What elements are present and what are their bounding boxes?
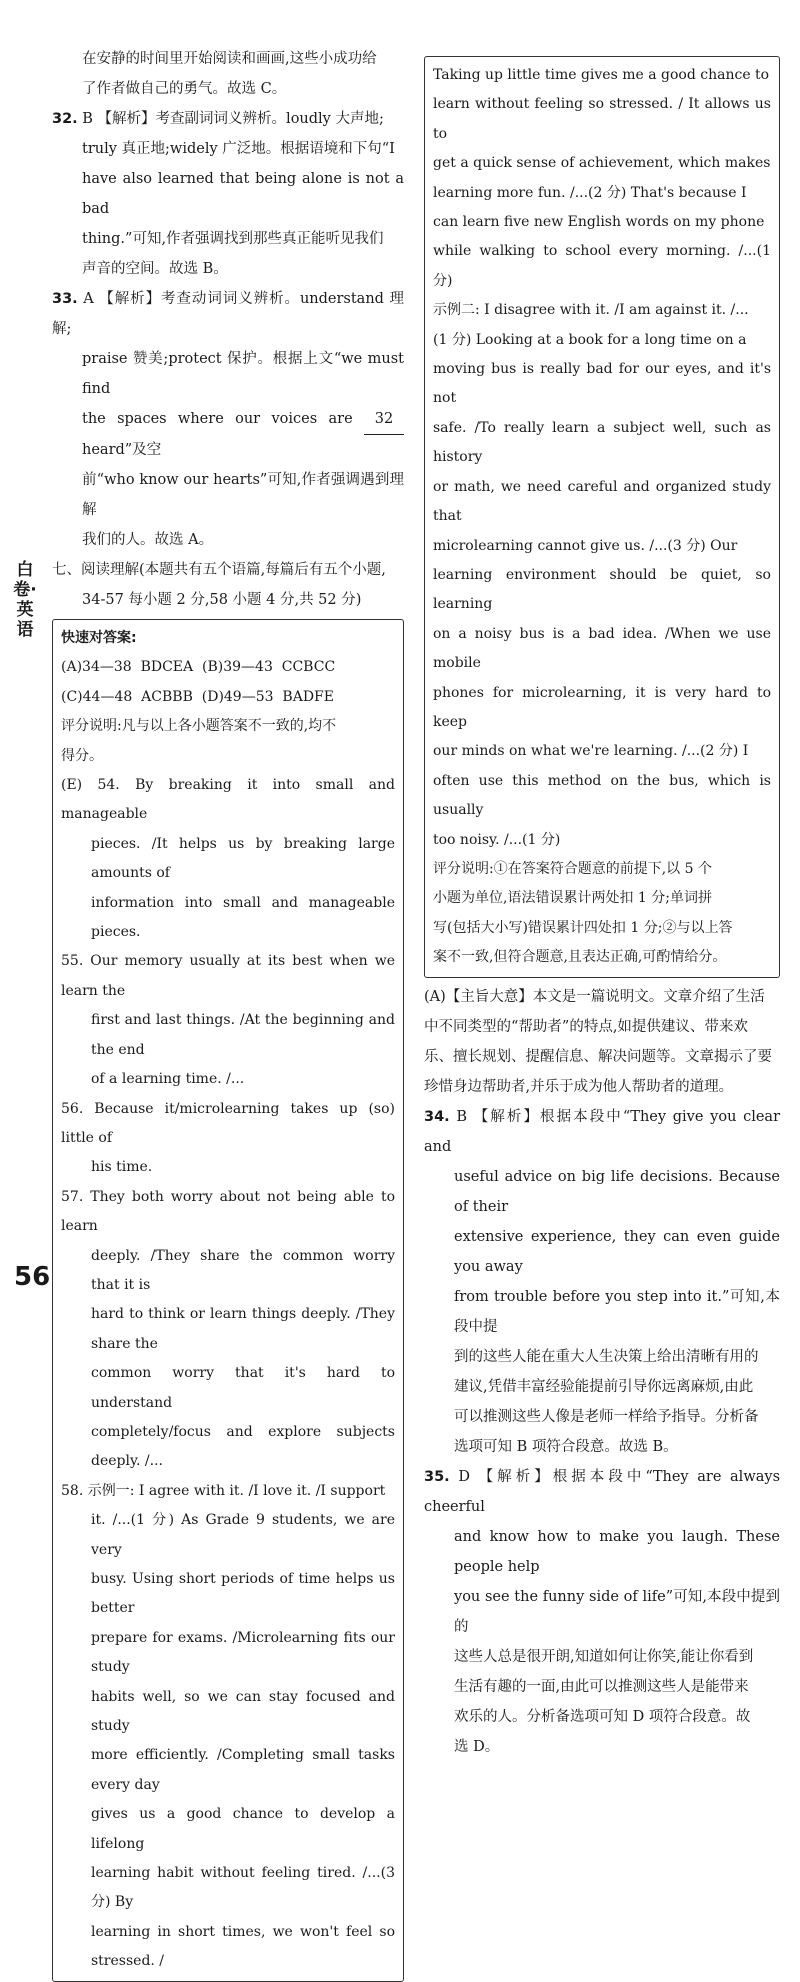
text-line: 57. They both worry about not being able to learn: [61, 1188, 395, 1235]
text-line: from trouble before you step into it.”可知,本段中提: [454, 1288, 780, 1335]
page-number: 56: [14, 1262, 51, 1292]
text-line: too noisy. /...(1 分): [433, 831, 561, 848]
answer-57: [61, 1183, 395, 1477]
answer-row: (C)44—48 ACBBB (D)49—53 BADFE: [61, 688, 334, 705]
text-line: 乐、擅长规划、提醒信息、解决问题等。文章揭示了要: [424, 1048, 772, 1065]
text-line: (E) 54. By breaking it into small and manageable: [61, 777, 395, 823]
section-7-heading: [52, 555, 404, 615]
text-line: 58. 示例一: I agree with it. /I love it. /I support: [61, 1482, 386, 1499]
answer-56: [61, 1095, 395, 1183]
answer-54: [61, 771, 395, 947]
scoring-note: 得分。: [61, 747, 103, 764]
text-line: his time.: [91, 1159, 153, 1176]
passage-a-summary: [424, 982, 780, 1102]
text-line: habits well, so we can stay focused and study: [91, 1688, 395, 1735]
text-line: 55. Our memory usually at its best when we learn the: [61, 953, 395, 999]
text-line: and know how to make you laugh. These people help: [454, 1528, 780, 1575]
text-line: useful advice on big life decisions. Because of their: [454, 1168, 780, 1215]
text-span: B 【解析】考查副词词义辨析。loudly 大声地;: [82, 111, 384, 127]
text-span: heard”及空: [82, 442, 162, 458]
text-span: A 【解析】考查动词词义辨析。understand 理解;: [52, 291, 404, 337]
text-line: learning habit without feeling tired. /...(3 分) By: [91, 1865, 395, 1911]
question-number: 33.: [52, 291, 78, 307]
text-line: 这些人总是很开朗,知道如何让你笑,能让你看到: [454, 1648, 754, 1665]
text-line: information into small and manageable pieces.: [91, 894, 395, 941]
text-line: 到的这些人能在重大人生决策上给出清晰有用的: [454, 1348, 759, 1365]
text-line: have also learned that being alone is not a bad: [82, 171, 404, 217]
answer-34: [424, 1102, 780, 1462]
text-line: 示例二: I disagree with it. /I am against it. /...: [433, 302, 749, 319]
scoring-note: 评分说明:凡与以上各小题答案不一致的,均不: [61, 718, 337, 735]
text-line: 选项可知 B 项符合段意。故选 B。: [454, 1438, 678, 1455]
text-span: the spaces where our voices are: [82, 411, 353, 427]
text-line: 我们的人。故选 A。: [82, 532, 214, 548]
text-line: 56. Because it/microlearning takes up (so) little of: [61, 1100, 395, 1146]
text-line: microlearning cannot give us. /...(3 分) Our: [433, 537, 738, 554]
text-line: thing.”可知,作者强调找到那些真正能听见我们: [82, 231, 384, 247]
text-line: prepare for exams. /Microlearning fits our study: [91, 1629, 395, 1676]
text-line: learning environment should be quiet, so learning: [433, 566, 771, 613]
answer-row: (A)34—38 BDCEA (B)39—43 CCBCC: [61, 659, 336, 676]
text-line: learning more fun. /...(2 分) That's because I: [433, 184, 747, 201]
text-line: 七、阅读理解(本题共有五个语篇,每篇后有五个小题,: [52, 562, 386, 578]
text-line: [52, 404, 404, 465]
text-line: pieces. /It helps us by breaking large amounts of: [91, 835, 395, 882]
scoring-note: 小题为单位,语法错误累计两处扣 1 分;单词拼: [433, 890, 712, 907]
text-line: 珍惜身边帮助者,并乐于成为他人帮助者的道理。: [424, 1078, 734, 1095]
text-line: [52, 104, 404, 134]
text-line: (1 分) Looking at a book for a long time on a: [433, 331, 747, 348]
answer-box: [52, 619, 404, 1982]
text-line: gives us a good chance to develop a lifelong: [91, 1806, 395, 1852]
text-span: B 【解析】根据本段中“They give you clear and: [424, 1108, 781, 1155]
text-line: 选 D。: [454, 1738, 500, 1755]
text-line: (A)【主旨大意】本文是一篇说明文。文章介绍了生活: [424, 988, 765, 1005]
scoring-note: 写(包括大小写)错误累计四处扣 1 分;②与以上答: [433, 919, 733, 936]
answer-33: [52, 284, 404, 555]
intro-text: [52, 44, 404, 104]
text-line: phones for microlearning, it is very hard to keep: [433, 684, 771, 730]
question-number: 35.: [424, 1468, 450, 1485]
answer-35: [424, 1462, 780, 1762]
text-line: 生活有趣的一面,由此可以推测这些人是能带来: [454, 1678, 749, 1695]
text-line: [424, 1102, 780, 1162]
text-line: 前“who know our hearts”可知,作者强调遇到理解: [82, 472, 404, 518]
text-line: Taking up little time gives me a good chance to: [433, 67, 770, 83]
text-line: common worry that it's hard to understand: [91, 1365, 395, 1411]
text-line: praise 赞美;protect 保护。根据上文“we must find: [82, 351, 404, 397]
text-line: it. /...(1 分) As Grade 9 students, we are very: [91, 1512, 395, 1558]
sidebar-label: 白卷·英语: [13, 560, 37, 640]
text-line: first and last things. /At the beginning and the end: [91, 1012, 395, 1058]
text-line: safe. /To really learn a subject well, such as history: [433, 419, 771, 466]
text-line: completely/focus and explore subjects deeply. /...: [91, 1423, 395, 1470]
text-line: deeply. /They share the common worry that it is: [91, 1247, 395, 1293]
text-line: 在安静的时间里开始阅读和画画,这些小成功给: [82, 51, 377, 67]
text-line: [424, 1462, 780, 1522]
text-line: get a quick sense of achievement, which makes: [433, 155, 771, 172]
text-line: 了作者做自己的勇气。故选 C。: [82, 81, 287, 97]
answer-box-heading: 快速对答案:: [61, 630, 137, 646]
question-number: 34.: [424, 1108, 450, 1125]
text-line: of a learning time. /...: [91, 1071, 245, 1088]
text-line: 欢乐的人。分析备选项可知 D 项符合段意。故: [454, 1708, 751, 1725]
left-column: [52, 44, 404, 1982]
text-line: our minds on what we're learning. /...(2 分) I: [433, 743, 749, 760]
text-line: more efficiently. /Completing small tasks every day: [91, 1747, 395, 1793]
question-number: 32.: [52, 111, 78, 127]
text-line: 建议,凭借丰富经验能提前引导你远离麻烦,由此: [454, 1378, 754, 1395]
right-column: [424, 56, 780, 1762]
text-line: 声音的空间。故选 B。: [82, 261, 228, 277]
text-line: 可以推测这些人像是老师一样给予指导。分析备: [454, 1408, 759, 1425]
text-line: busy. Using short periods of time helps us better: [91, 1571, 395, 1617]
text-line: 34-57 每小题 2 分,58 小题 4 分,共 52 分): [82, 592, 362, 608]
text-line: truly 真正地;widely 广泛地。根据语境和下句“I: [82, 141, 395, 157]
scoring-note: 案不一致,但符合题意,且表达正确,可酌情给分。: [433, 949, 727, 966]
text-line: hard to think or learn things deeply. /They share the: [91, 1306, 395, 1352]
text-line: while walking to school every morning. /...(1 分): [433, 243, 771, 289]
text-span: D 【解析】根据本段中“They are always cheerful: [424, 1468, 781, 1515]
scoring-note: 评分说明:①在答案符合题意的前提下,以 5 个: [433, 860, 712, 877]
text-line: moving bus is really bad for our eyes, and it's not: [433, 361, 771, 407]
text-line: or math, we need careful and organized study that: [433, 478, 771, 525]
text-line: [52, 284, 404, 344]
text-line: can learn five new English words on my phone: [433, 214, 765, 231]
text-line: often use this method on the bus, which is usually: [433, 772, 771, 819]
answer-32: [52, 104, 404, 284]
answer-55: [61, 947, 395, 1094]
answer-box-continued: [424, 56, 780, 978]
blank-32: 32: [364, 404, 404, 435]
text-line: on a noisy bus is a bad idea. /When we use mobile: [433, 625, 771, 672]
text-line: you see the funny side of life”可知,本段中提到的: [454, 1588, 780, 1635]
text-line: extensive experience, they can even guide you away: [454, 1228, 780, 1275]
text-line: learn without feeling so stressed. / It allows us to: [433, 96, 771, 142]
text-line: learning in short times, we won't feel so stressed. /: [91, 1923, 395, 1970]
answer-58: [61, 1477, 395, 1977]
text-line: 中不同类型的“帮助者”的特点,如提供建议、带来欢: [424, 1018, 748, 1035]
